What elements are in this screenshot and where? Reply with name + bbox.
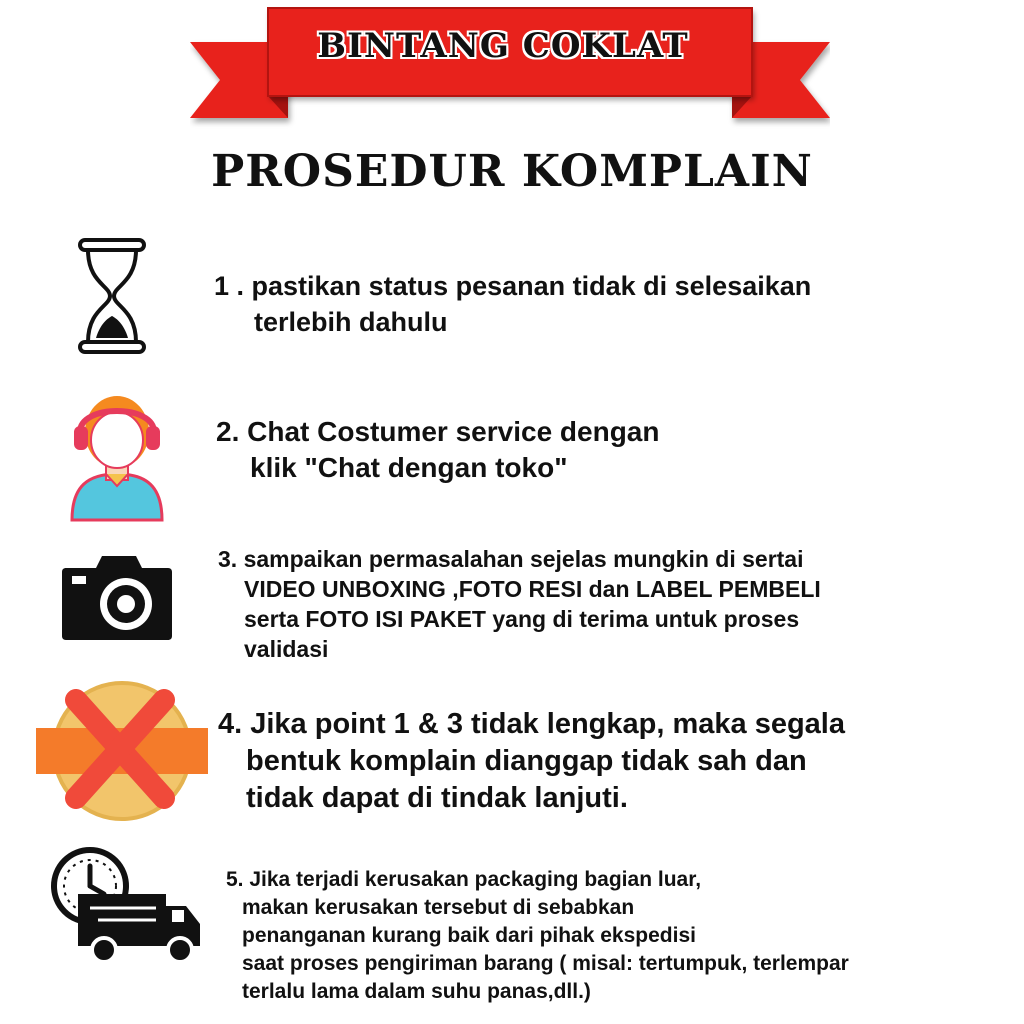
customer-service-icon bbox=[64, 386, 170, 526]
step-3-line-2: VIDEO UNBOXING ,FOTO RESI dan LABEL PEMBELI bbox=[244, 576, 821, 602]
hourglass-icon bbox=[76, 238, 148, 354]
step-5-text bbox=[226, 866, 849, 1006]
step-2-line-1: 2. Chat Costumer service dengan bbox=[216, 416, 660, 447]
step-5-line-1: 5. Jika terjadi kerusakan packaging bagian luar, bbox=[226, 868, 702, 891]
step-3-line-1: 3. sampaikan permasalahan sejelas mungkin di sertai bbox=[218, 546, 804, 572]
step-4-line-3: tidak dapat di tindak lanjuti. bbox=[246, 782, 628, 814]
step-3-line-3: serta FOTO ISI PAKET yang di terima untuk proses bbox=[244, 606, 800, 632]
step-4-line-2: bentuk komplain dianggap tidak sah dan bbox=[246, 745, 807, 777]
page-title: PROSEDUR KOMPLAIN bbox=[211, 146, 813, 197]
cross-icon bbox=[36, 678, 208, 824]
step-2-text bbox=[216, 414, 659, 486]
step-1-line-1: 1 . pastikan status pesanan tidak di selesaikan bbox=[214, 271, 812, 301]
step-4-text bbox=[218, 706, 845, 817]
step-5-line-4: saat proses pengiriman barang ( misal: tertumpuk, terlempar bbox=[242, 952, 849, 975]
step-3-text bbox=[218, 544, 821, 664]
step-1-line-2: terlebih dahulu bbox=[254, 307, 448, 337]
step-5-line-3: penanganan kurang baik dari pihak ekspedisi bbox=[242, 924, 696, 947]
brand-name: BINTANG COKLAT bbox=[317, 26, 689, 66]
delivery-truck-icon bbox=[46, 846, 202, 966]
camera-icon bbox=[60, 552, 174, 642]
step-5-line-5: terlalu lama dalam suhu panas,dll.) bbox=[242, 980, 591, 1003]
step-2-line-2: klik "Chat dengan toko" bbox=[250, 452, 568, 483]
step-1-text bbox=[214, 268, 811, 340]
step-4-line-1: 4. Jika point 1 & 3 tidak lengkap, maka segala bbox=[218, 708, 845, 740]
step-5-line-2: makan kerusakan tersebut di sebabkan bbox=[242, 896, 635, 919]
step-3-line-4: validasi bbox=[244, 636, 329, 662]
